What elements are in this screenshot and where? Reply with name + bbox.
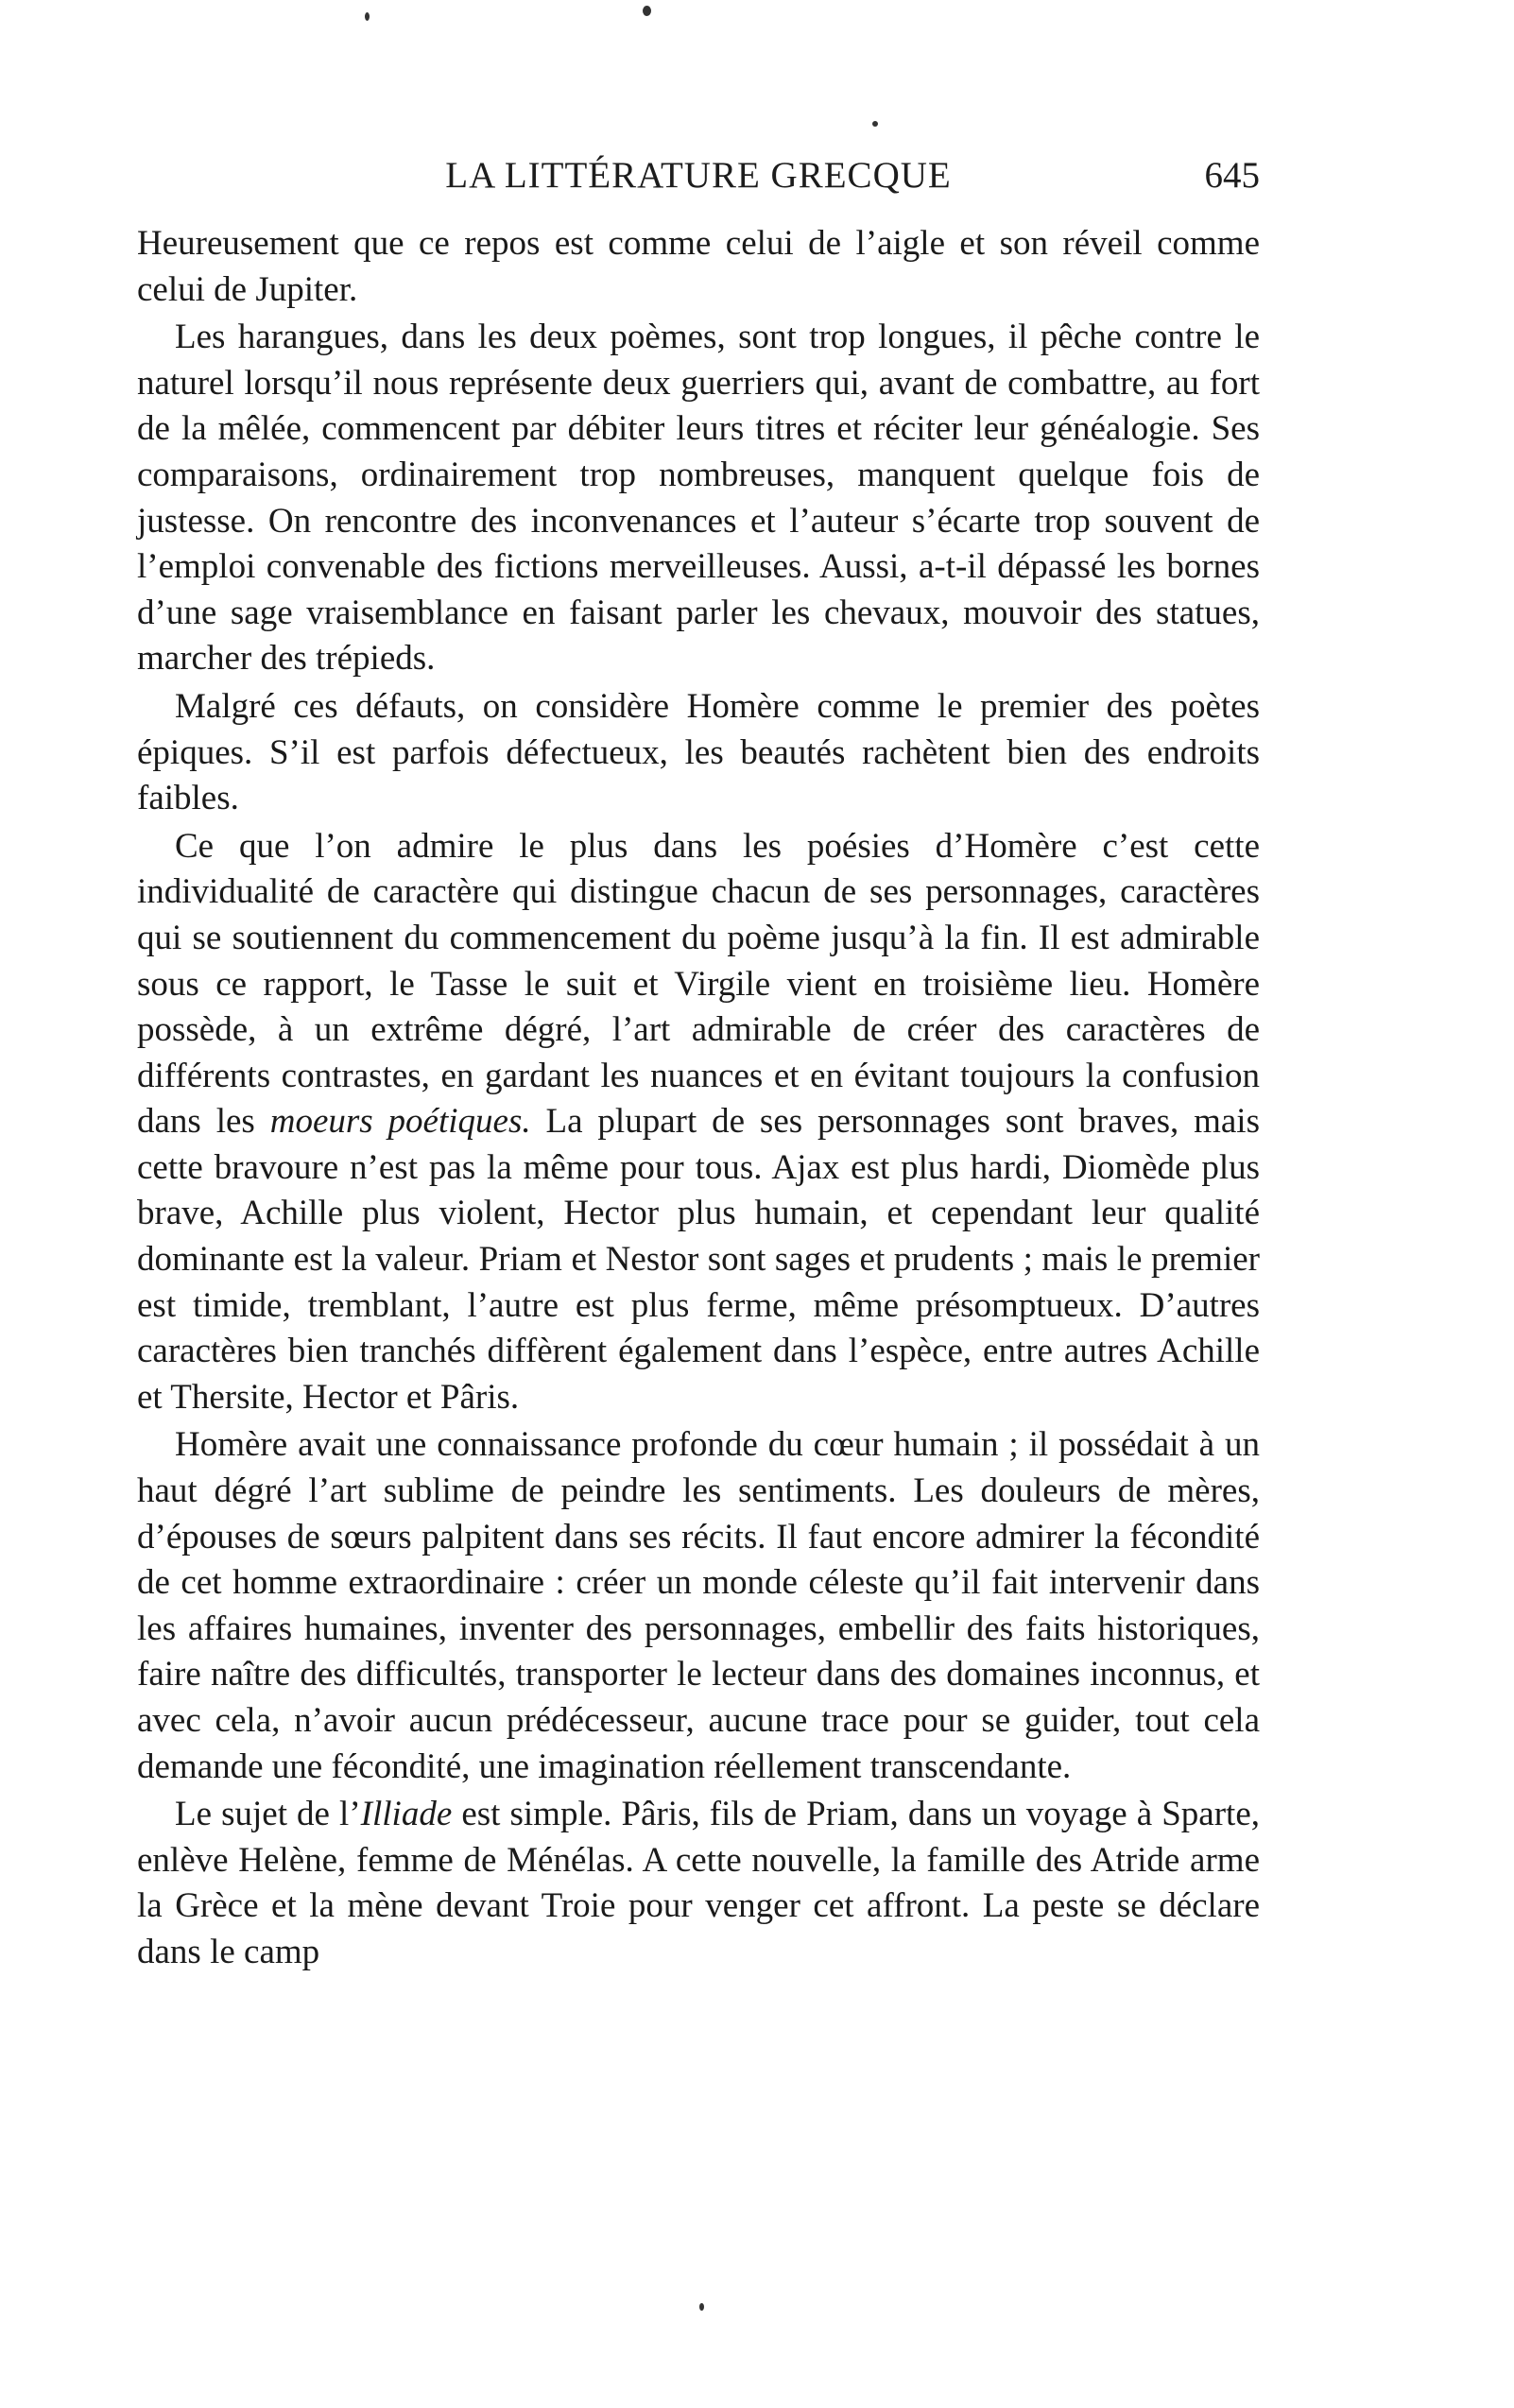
ink-speck xyxy=(699,2303,704,2311)
paragraph xyxy=(137,684,1260,822)
running-title: LA LITTÉRATURE GRECQUE xyxy=(445,155,952,196)
paragraph xyxy=(137,221,1260,313)
ink-speck xyxy=(872,121,878,127)
ink-speck xyxy=(643,6,651,16)
paragraph xyxy=(137,315,1260,682)
paragraph-text: Ce que l’on admire le plus dans les poésies d’Homère c’est cette individualité de caractère qui distingue chacun de ses personnages, caractères qui se soutiennent du commencement du poème jusqu’à la fin. Il est admirable sous ce rapport, le Tasse le suit et Virgile vient en troisième lieu. Homère possède, à un extrême dégré, l’art admirable de créer des caractères de différents contrastes, en gardant les nuances et en évitant toujours la confusion dans les xyxy=(137,826,1260,1142)
paragraph-text: Homère avait une connaissance profonde du cœur humain ; il possédait à un haut dégré l’art sublime de peindre les sentiments. Les douleurs de mères, d’épouses de sœurs palpitent dans ses récits. Il faut encore admirer la fécondité de cet homme extraordinaire : créer un monde céleste qu’il fait intervenir dans les affaires humaines, inventer des personnages, embellir des faits historiques, faire naître des difficultés, transporter le lecteur dans des domaines inconnus, et avec cela, n’avoir aucun prédécesseur, aucune trace pour se guider, tout cela demande une fécondité, une imagination réellement transcendante. xyxy=(137,1425,1260,1786)
body-text xyxy=(137,221,1260,1976)
running-header xyxy=(137,149,1260,206)
ink-speck xyxy=(365,12,370,21)
paragraph-text: Le sujet de l’ xyxy=(175,1795,361,1834)
italic-phrase: moeurs poétiques. xyxy=(269,1102,531,1142)
paragraph-text: Heureusement que ce repos est comme celui de l’aigle et son réveil comme celui de Jupiter. xyxy=(137,224,1260,309)
paragraph xyxy=(137,1422,1260,1790)
paragraph-text: Malgré ces défauts, on considère Homère comme le premier des poètes épiques. S’il est parfois défectueux, les beautés rachètent bien des endroits faibles. xyxy=(137,686,1260,818)
italic-title: Illiade xyxy=(360,1795,453,1834)
paragraph-text: est simple. Pâris, fils de Priam, dans un voyage à Sparte, enlève Helène, femme de Ménélas. A cette nouvelle, la famille des Atride arme la Grèce et la mène devant Troie pour venger cet affront. La peste se déclare dans le camp xyxy=(137,1795,1260,1971)
page-number: 645 xyxy=(1204,155,1260,196)
paragraph xyxy=(137,1792,1260,1975)
paragraph-text: La plupart de ses personnages sont braves, mais cette bravoure n’est pas la même pour tous. Ajax est plus hardi, Diomède plus brave, Achille plus violent, Hector plus humain, et cependant leur qualité dominante est la valeur. Priam et Nestor sont sages et prudents ; mais le premier est timide, tremblant, l’autre est plus ferme, même présomptueux. D’autres caractères bien tranchés diffèrent également dans l’espèce, entre autres Achille et Thersite, Hector et Pâris. xyxy=(137,1102,1260,1417)
paragraph xyxy=(137,824,1260,1421)
paragraph-text: Les harangues, dans les deux poèmes, sont trop longues, il pêche contre le naturel lorsqu’il nous représente deux guerriers qui, avant de combattre, au fort de la mêlée, commencent par débiter leurs titres et réciter leur généalogie. Ses comparaisons, ordinairement trop nombreuses, manquent quelque fois de justesse. On rencontre des inconvenances et l’auteur s’écarte trop souvent de l’emploi convenable des fictions merveilleuses. Aussi, a-t-il dépassé les bornes d’une sage vraisemblance en faisant parler les chevaux, mouvoir des statues, marcher des trépieds. xyxy=(137,318,1260,679)
